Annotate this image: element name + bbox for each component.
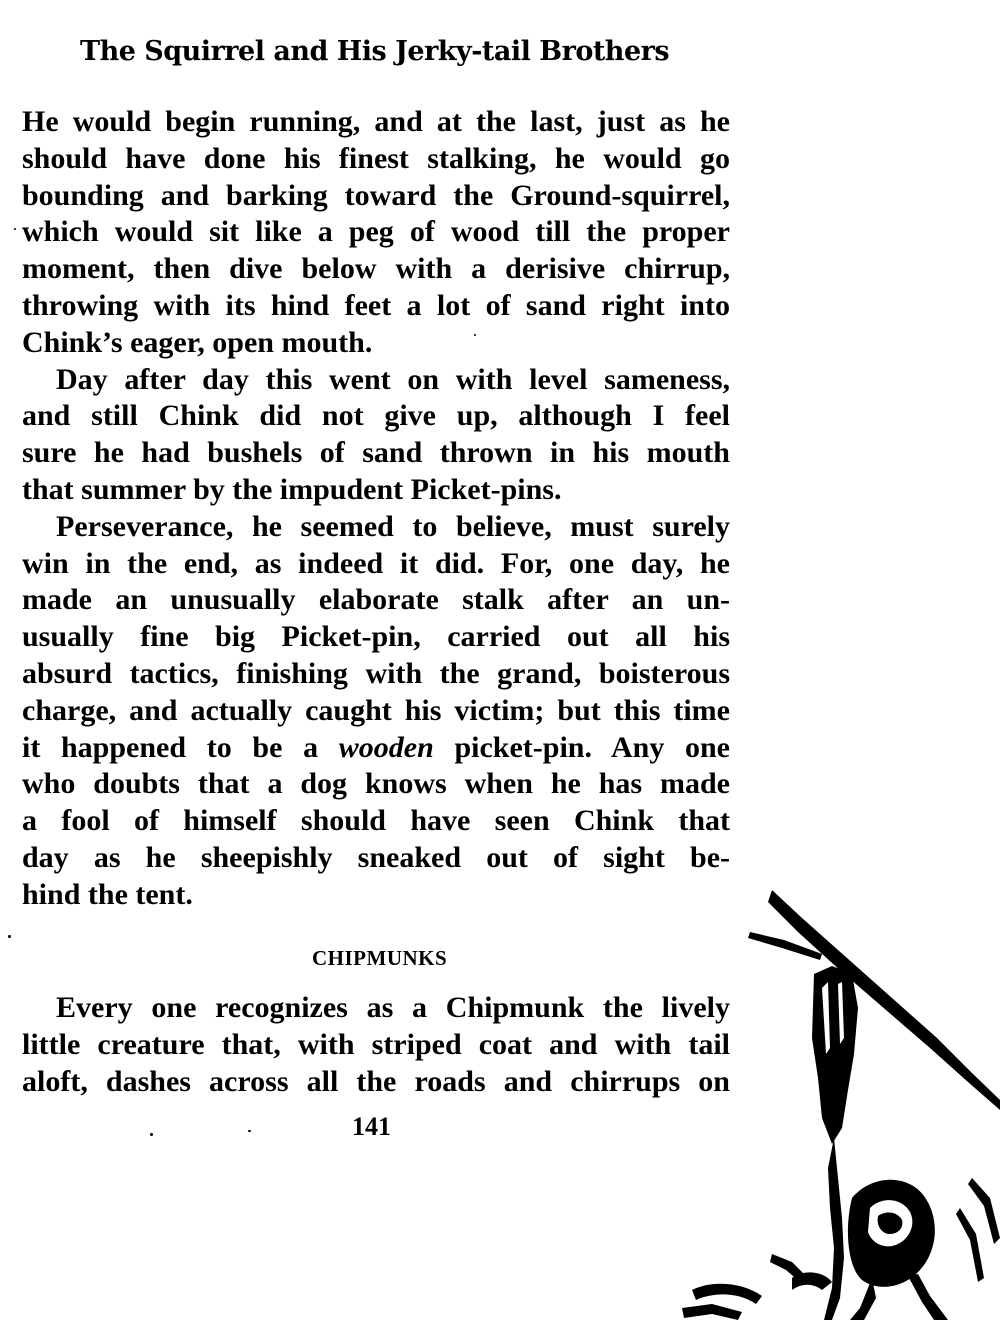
text-line: that summer by the impudent Picket-pins. (22, 472, 562, 506)
section-heading: CHIPMUNKS (312, 946, 448, 970)
scan-speck (248, 1130, 251, 1132)
text-line: a fool of himself should have seen Chink that (22, 804, 730, 838)
text-line: sure he had bushels of sand thrown in his mouth (22, 436, 730, 470)
italic-word: wooden (338, 730, 434, 764)
page-number: 141 (352, 1112, 391, 1141)
scan-speck (474, 334, 476, 336)
text-line: and still Chink did not give up, although I feel (22, 399, 730, 433)
text-line: usually fine big Picket-pin, carried out all his (22, 620, 730, 654)
text-line: which would sit like a peg of wood till the proper (22, 215, 730, 249)
text-line: day as he sheepishly sneaked out of sight be- (22, 840, 730, 874)
text-line: who doubts that a dog knows when he has made (22, 767, 730, 801)
text-line: Chink’s eager, open mouth. (22, 325, 373, 359)
text-line: little creature that, with striped coat and with tail (22, 1027, 730, 1061)
text-line: it happened to be a wooden picket-pin. Any one (22, 730, 731, 764)
text-line: Every one recognizes as a Chipmunk the lively (56, 991, 730, 1024)
running-head: The Squirrel and His Jerky-tail Brothers (80, 36, 670, 67)
text-line: aloft, dashes across all the roads and chirrups on (22, 1064, 730, 1098)
text-line: should have done his finest stalking, he would go (22, 141, 730, 175)
text-line: absurd tactics, finishing with the grand, boisterous (22, 656, 730, 690)
text-line: charge, and actually caught his victim; but this time (22, 693, 730, 727)
scan-speck (150, 1133, 153, 1136)
text-line: bounding and barking toward the Ground-squirrel, (22, 178, 730, 212)
text-line: Day after day this went on with level sameness, (56, 362, 730, 396)
text-line: made an unusually elaborate stalk after an un- (22, 583, 730, 617)
section-body-text (22, 990, 730, 1100)
text-line: hind the tent. (22, 877, 193, 911)
text-line: throwing with its hind feet a lot of sand right into (22, 288, 730, 322)
ink-illustration (672, 878, 1000, 1320)
scan-speck (14, 228, 16, 230)
text-line: He would begin running, and at the last, just as he (22, 105, 730, 138)
body-text (22, 104, 730, 914)
text-line: win in the end, as indeed it did. For, one day, he (22, 546, 730, 580)
text-line: moment, then dive below with a derisive chirrup, (22, 252, 730, 286)
text-line: Perseverance, he seemed to believe, must surely (56, 509, 730, 543)
scan-speck (8, 935, 11, 938)
